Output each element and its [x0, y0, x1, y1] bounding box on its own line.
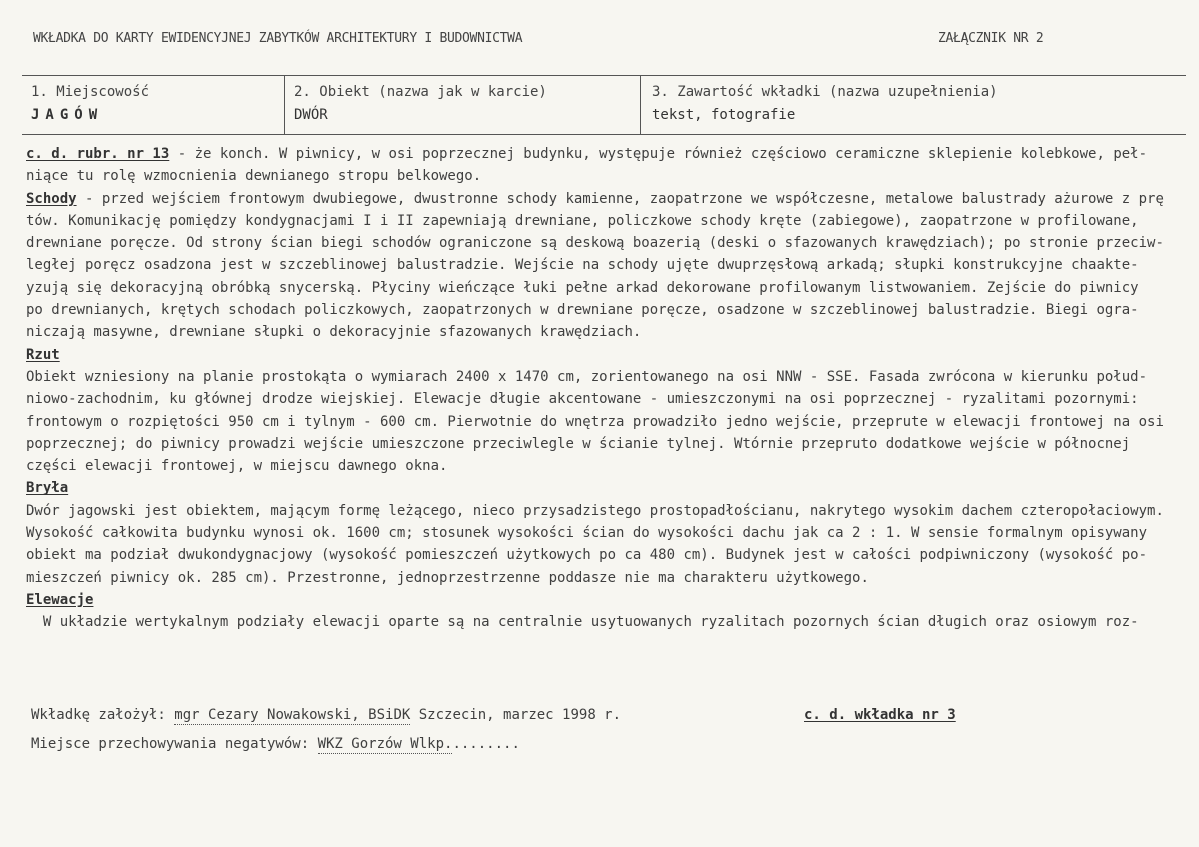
body-line: mieszczeń piwnicy ok. 285 cm). Przestronne, jednoprzestrzenne poddasze nie ma charakteru użytkowego. — [26, 569, 869, 586]
body-line: tów. Komunikację pomiędzy kondygnacjami I i II zapewniają drewniane, policzkowe schody kręte (zabiegowe), zaopatrzone w profilowane, — [26, 212, 1139, 229]
body-line — [26, 589, 1181, 611]
table-top-rule — [22, 75, 1186, 76]
body-line: Dwór jagowski jest obiektem, mającym formę leżącego, nieco przysadzistego prostopadłościanu, nakrytego wysokim dachem czteropołaciowym. — [26, 502, 1164, 519]
form-header-title: WKŁADKA DO KARTY EWIDENCYJNEJ ZABYTKÓW ARCHITEKTURY I BUDOWNICTWA — [33, 31, 523, 46]
cell-divider-2 — [640, 75, 641, 134]
attachment-number: ZAŁĄCZNIK NR 2 — [938, 31, 1044, 46]
body-line: części elewacji frontowej, w miejscu dawnego okna. — [26, 458, 448, 475]
author-label: Wkładkę założył: — [31, 707, 175, 723]
object-value: DWÓR — [294, 107, 328, 123]
body-line: poprzecznej; do piwnicy prowadzi wejście umieszczone przeciwlegle w ścianie tylnej. Wtórnie przepruto dodatkowe wejście w północnej — [26, 435, 1131, 452]
section-reference: c. d. rubr. nr 13 — [26, 146, 170, 162]
storage-line — [31, 736, 520, 752]
body-line: Obiekt wzniesiony na planie prostokąta o wymiarach 2400 x 1470 cm, zorientowanego na osi NNW - SSE. Fasada zwrócona w kierunku połud- — [26, 368, 1148, 385]
body-line: ległej poręcz osadzona jest w szczeblinowej balustradzie. Wejście na schody ujęte dwuprzęsłową arkadą; słupki konstrukcyjne chaakte- — [26, 257, 1139, 274]
locality-value: JAGÓW — [31, 107, 104, 123]
continued-reference: c. d. wkładka nr 3 — [804, 707, 956, 723]
author-line — [31, 707, 621, 723]
cell-divider-1 — [284, 75, 285, 134]
body-line: Wysokość całkowita budynku wynosi ok. 1600 cm; stosunek wysokości ścian do wysokości dachu jak ca 2 : 1. W sensie formalnym opisywany — [26, 525, 1148, 542]
body-line: niczają masywne, drewniane słupki o dekoracyjnie sfazowanych krawędziach. — [26, 324, 642, 341]
author-place-date: Szczecin, marzec 1998 r. — [410, 707, 622, 723]
storage-dots: ........ — [452, 736, 520, 752]
storage-label: Miejsce przechowywania negatywów: — [31, 736, 318, 752]
body-line: niące tu rolę wzmocnienia dewnianego stropu belkowego. — [26, 168, 482, 185]
body-line — [26, 344, 1181, 366]
body-line: drewniane poręcze. Od strony ścian biegi schodów ograniczone są deskową boazerią (deski o sfazowanych krawędziach); po stronie przeciw- — [26, 235, 1164, 252]
body-line: yzują się dekoracyjną obróbką snycerską. Płyciny wieńczące łuki pełne arkad dekorowane profilowanym listwowaniem. Zejście do piwnicy — [26, 279, 1139, 296]
body-line: Schody - przed wejściem frontowym dwubiegowe, dwustronne schody kamienne, zaopatrzone we współczesne, metalowe balustrady ażurowe z prę — [26, 190, 1164, 207]
body-line: W układzie wertykalnym podziały elewacji oparte są na centralnie usytuowanych ryzalitach pozornych ścian długich oraz osiowym roz- — [26, 614, 1139, 631]
body-line: frontowym o rozpiętości 950 cm i tylnym - 600 cm. Pierwotnie do wnętrza prowadziło jedno wejście, przeprute w elewacji frontowej na osi — [26, 413, 1164, 430]
document-body — [26, 143, 1181, 634]
contents-label: 3. Zawartość wkładki (nazwa uzupełnienia) — [652, 84, 998, 100]
body-line: obiekt ma podział dwukondygnacjowy (wysokość pomieszczeń użytkowych po ca 480 cm). Budynek jest w całości podpiwniczony (wysokość po- — [26, 547, 1148, 564]
body-line: niowo-zachodnim, ku głównej drodze wiejskiej. Elewacje długie akcentowane - umieszczonymi na osi poprzecznej - ryzalitami pozornymi: — [26, 391, 1139, 408]
section-heading-stairs: Schody — [26, 190, 77, 207]
body-line: po drewnianych, krętych schodach policzkowych, zaopatrzonych w drewniane poręcze, osadzone w szczeblinowej balustradzie. Biegi ogra- — [26, 302, 1139, 319]
section-heading-elevations: Elewacje — [26, 591, 94, 608]
table-bottom-rule — [22, 134, 1186, 135]
body-line: c. d. rubr. nr 13 - że konch. W piwnicy, w osi poprzecznej budynku, występuje również częściowo ceramiczne sklepienie kolebkowe, peł- — [26, 146, 1148, 162]
storage-value: WKZ Gorzów Wlkp. — [317, 736, 453, 752]
section-heading-plan: Rzut — [26, 346, 60, 363]
author-value: mgr Cezary Nowakowski, BSiDK — [174, 707, 411, 723]
section-heading-mass: Bryła — [26, 480, 69, 497]
locality-label: 1. Miejscowość — [31, 84, 150, 100]
contents-value: tekst, fotografie — [652, 107, 796, 123]
body-line — [26, 477, 1181, 499]
object-label: 2. Obiekt (nazwa jak w karcie) — [294, 84, 547, 100]
